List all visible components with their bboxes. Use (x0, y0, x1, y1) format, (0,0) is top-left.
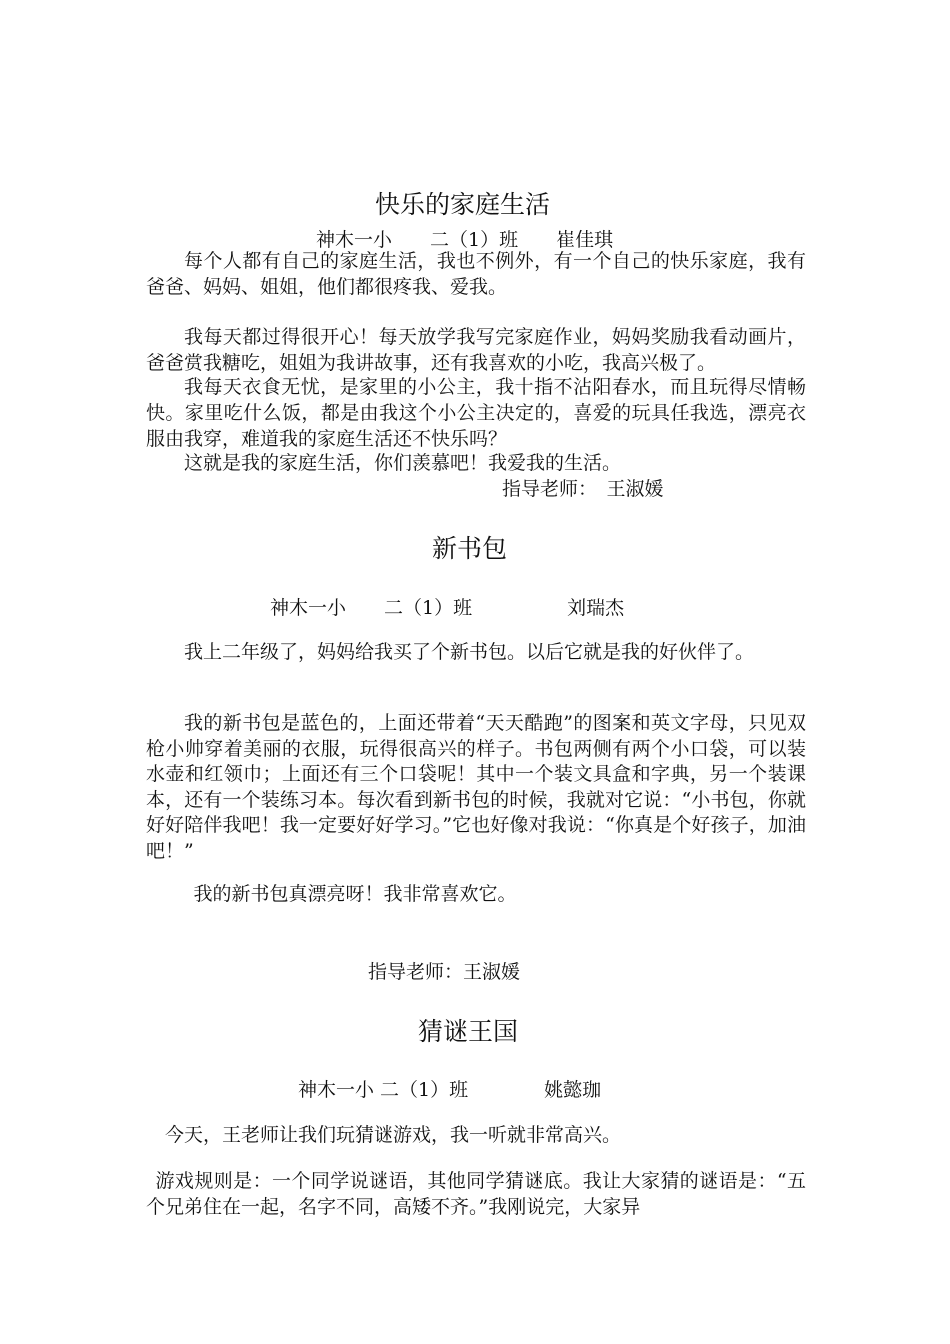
article-1-paragraph-1: 每个人都有自己的家庭生活，我也不例外，有一个自己的快乐家庭，我有爸爸、妈妈、姐姐，他们都很疼我、爱我。 (146, 250, 806, 298)
article-3-paragraph-2: 游戏规则是：一个同学说谜语，其他同学猜谜底。我让大家猜的谜语是：“五个兄弟住在一起，名字不同，高矮不齐。”我刚说完，大家异 (146, 1170, 806, 1218)
article-3-paragraph-1: 今天，王老师让我们玩猜谜游戏，我一听就非常高兴。 (165, 1124, 622, 1146)
article-2-paragraph-2: 我的新书包是蓝色的，上面还带着“天天酷跑”的图案和英文字母，只见双枪小帅穿着美丽的衣服，玩得很高兴的样子。书包两侧有两个小口袋，可以装水壶和红领巾；上面还有三个口袋呢！其中一个装文具盒和字典，另一个装课本，还有一个装练习本。每次看到新书包的时候，我就对它说：“小书包，你就好好陪伴我吧！我一定要好好学习。”它也好像对我说：“你真是个好孩子，加油吧！” (146, 712, 806, 862)
article-1-paragraph-4: 这就是我的家庭生活，你们羡慕吧！我爱我的生活。 (184, 452, 622, 474)
article-1-paragraph-3: 我每天衣食无忧，是家里的小公主，我十指不沾阳春水，而且玩得尽情畅快。家里吃什么饭，都是由我这个小公主决定的，喜爱的玩具任我选，漂亮衣服由我穿，难道我的家庭生活还不快乐吗？ (146, 376, 806, 450)
article-3-byline: 神木一小 二（1）班 姚懿珈 (298, 1079, 602, 1101)
article-2-paragraph-1: 我上二年级了，妈妈给我买了个新书包。以后它就是我的好伙伴了。 (184, 641, 755, 663)
article-1-byline: 神木一小 二（1）班 崔佳琪 (316, 229, 614, 251)
article-1-title: 快乐的家庭生活 (375, 190, 551, 219)
article-1-paragraph-2: 我每天都过得很开心！每天放学我写完家庭作业，妈妈奖励我看动画片，爸爸赏我糖吃，姐姐为我讲故事，还有我喜欢的小吃，我高兴极了。 (146, 326, 806, 374)
article-2-byline: 神木一小 二（1）班 刘瑞杰 (270, 597, 625, 619)
article-2-teacher: 指导老师：王淑媛 (368, 961, 521, 983)
article-2-paragraph-3: 我的新书包真漂亮呀！我非常喜欢它。 (193, 883, 517, 905)
article-1-teacher: 指导老师： 王淑媛 (502, 478, 664, 500)
article-2-title: 新书包 (432, 534, 508, 563)
article-3-title: 猜谜王国 (418, 1017, 519, 1046)
